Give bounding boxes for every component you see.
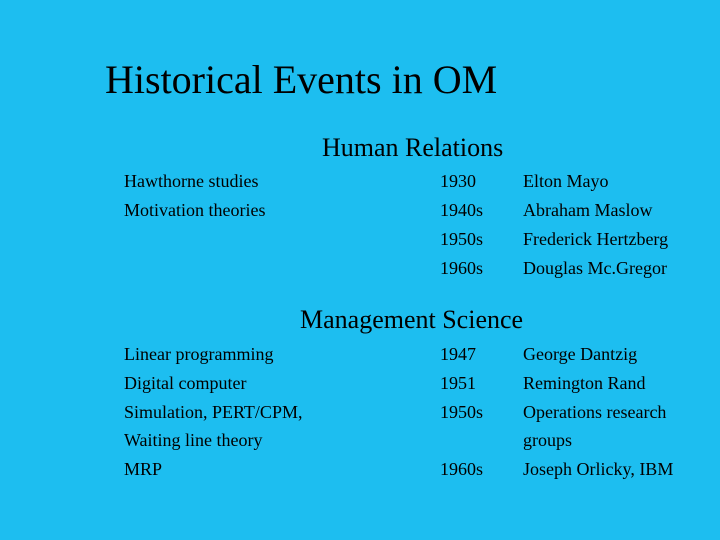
- ms-event: Digital computer: [124, 373, 247, 393]
- hr-person: Frederick Hertzberg: [523, 229, 669, 249]
- hr-person: Elton Mayo: [523, 171, 609, 191]
- ms-person: George Dantzig: [523, 344, 638, 364]
- ms-person: groups: [523, 430, 572, 450]
- hr-year: 1940s: [440, 200, 484, 220]
- ms-year: 1960s: [440, 459, 484, 479]
- ms-event: MRP: [124, 459, 163, 479]
- ms-event: Simulation, PERT/CPM,: [124, 402, 303, 422]
- ms-year: 1950s: [440, 402, 484, 422]
- hr-event-hawthorne: Hawthorne studies: [124, 171, 259, 191]
- hr-event-motivation: Motivation theories: [124, 200, 266, 220]
- ms-year: 1951: [440, 373, 476, 393]
- ms-person: Operations research: [523, 402, 667, 422]
- slide-title: Historical Events in OM: [105, 57, 498, 102]
- ms-event: Waiting line theory: [124, 430, 263, 450]
- section-heading-management-science: Management Science: [300, 305, 524, 334]
- ms-person: Joseph Orlicky, IBM: [523, 459, 674, 479]
- hr-year: 1930: [440, 171, 476, 191]
- section-heading-human-relations: Human Relations: [322, 133, 504, 162]
- ms-year: 1947: [440, 344, 476, 364]
- ms-person: Remington Rand: [523, 373, 646, 393]
- hr-person: Douglas Mc.Gregor: [523, 258, 667, 278]
- ms-event: Linear programming: [124, 344, 274, 364]
- hr-year: 1950s: [440, 229, 484, 249]
- hr-year: 1960s: [440, 258, 484, 278]
- hr-person: Abraham Maslow: [523, 200, 653, 220]
